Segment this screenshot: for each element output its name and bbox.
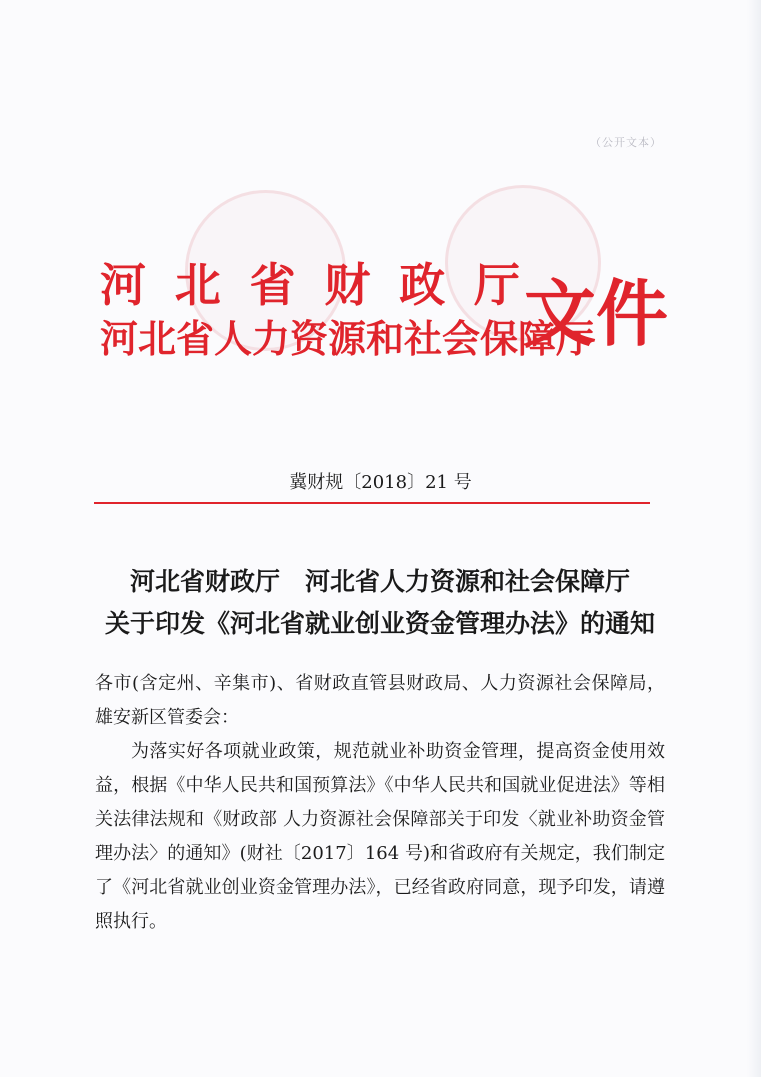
- header-document-suffix: 文件: [524, 271, 669, 356]
- scan-edge: [747, 0, 761, 1077]
- header-char: 政: [399, 258, 446, 312]
- document-number: 冀财规〔2018〕21 号: [289, 472, 472, 493]
- header-issuer-finance: [100, 258, 520, 312]
- header-char: 北: [174, 258, 221, 312]
- header-issuer-hrss: 河北省人力资源和社会保障厅: [100, 316, 595, 361]
- document-header: [100, 258, 669, 378]
- header-char: 河: [100, 258, 146, 312]
- document-body: [95, 667, 665, 939]
- document-title: [90, 561, 670, 645]
- addressee: 各市(含定州、辛集市)、省财政直管县财政局、人力资源社会保障局，雄安新区管委会：: [95, 673, 665, 728]
- public-text-label: （公开文本）: [590, 136, 662, 149]
- red-divider: [94, 502, 650, 504]
- header-char: 厅: [473, 258, 520, 312]
- header-char: 财: [324, 258, 371, 312]
- header-char: 省: [249, 258, 296, 312]
- title-line-1: 河北省财政厅 河北省人力资源和社会保障厅: [129, 567, 630, 596]
- title-line-2: 关于印发《河北省就业创业资金管理办法》的通知: [104, 609, 655, 638]
- body-paragraph: 为落实好各项就业政策，规范就业补助资金管理，提高资金使用效益，根据《中华人民共和国预算法》《中华人民共和国就业促进法》等相关法律法规和《财政部 人力资源社会保障部关于印发〈就业补助资金管理办法〉的通知》(财社〔2017〕164 号)和省政府有关规定，我们制定了《河北省就业创业资金管理办法》，已经省政府同意，现予印发，请遵照执行。: [95, 741, 665, 932]
